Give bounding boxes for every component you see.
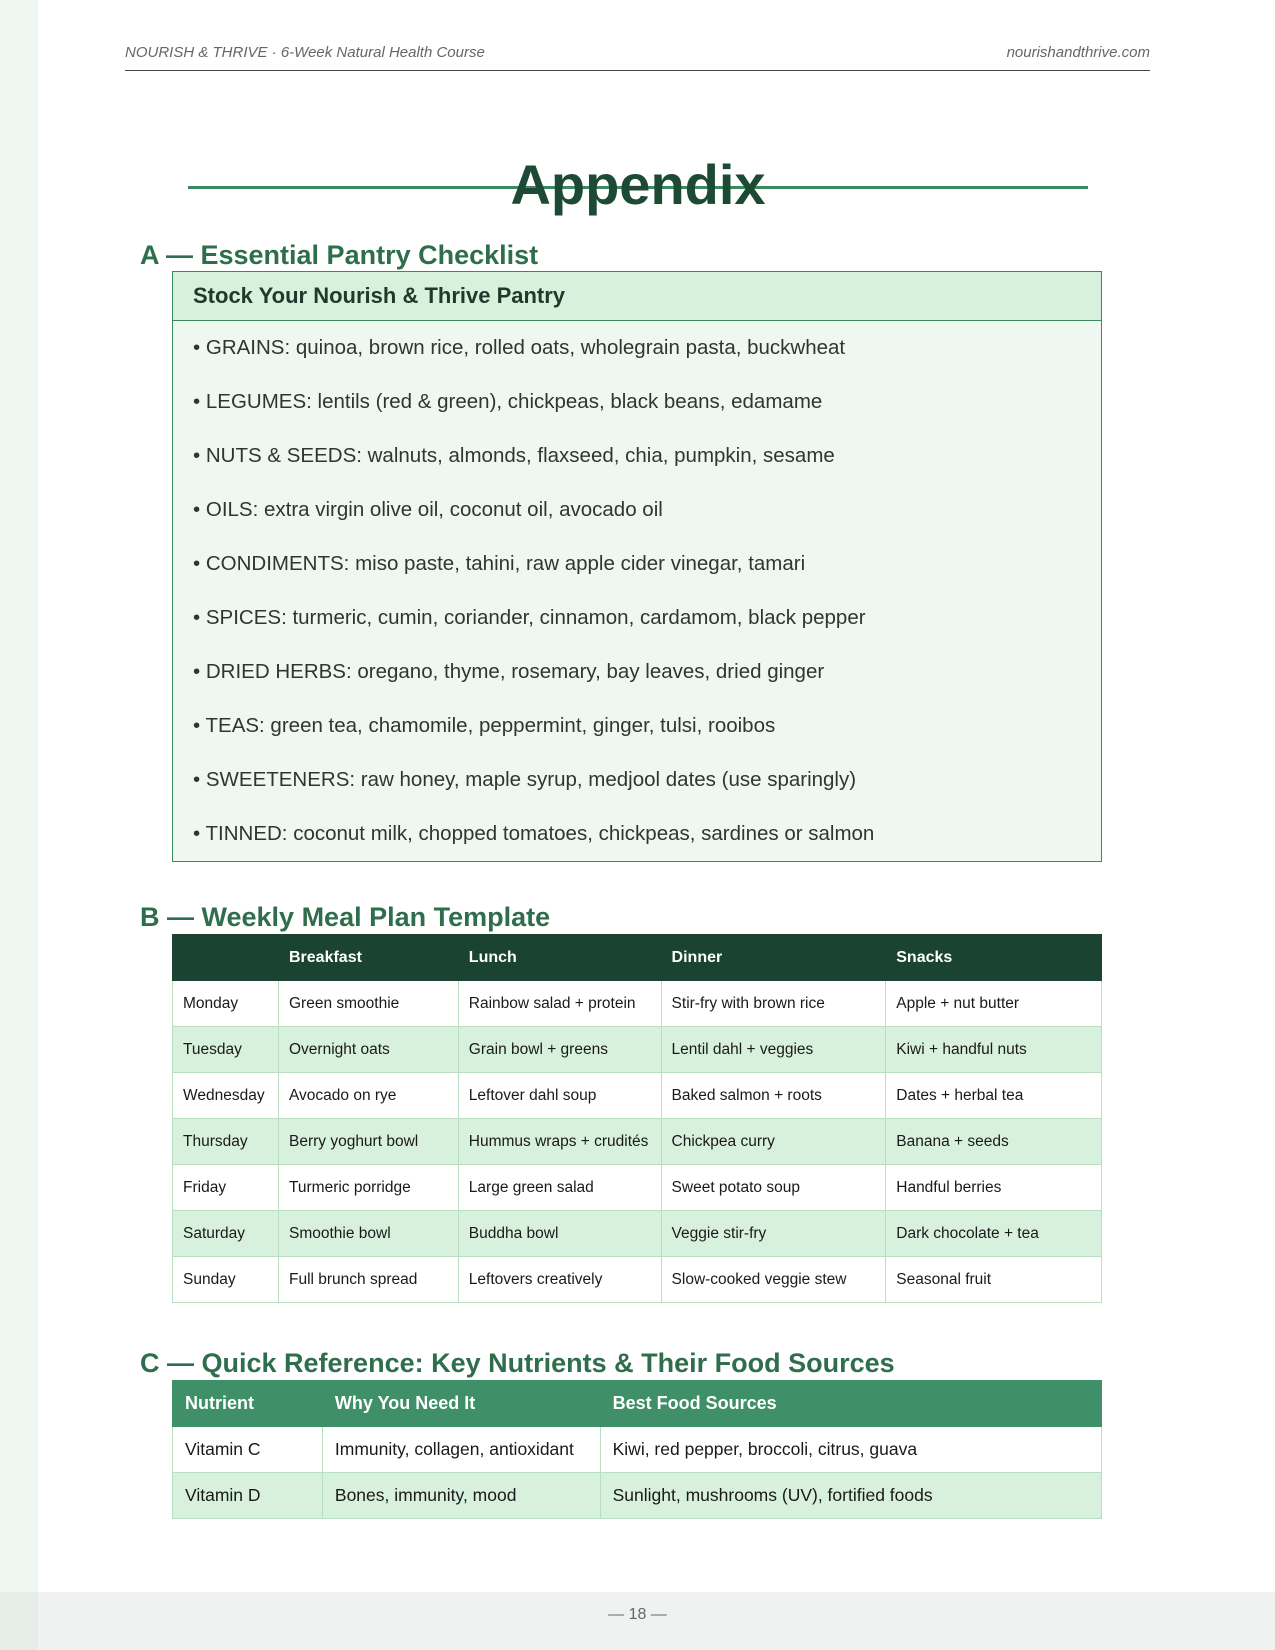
table-cell: Leftover dahl soup	[458, 1073, 661, 1119]
pantry-item: • NUTS & SEEDS: walnuts, almonds, flaxseed, chia, pumpkin, sesame	[193, 444, 835, 467]
table-cell: Kiwi + handful nuts	[886, 1027, 1102, 1073]
table-row	[173, 1165, 1102, 1211]
table-cell: Hummus wraps + crudités	[458, 1119, 661, 1165]
table-row	[173, 981, 1102, 1027]
pantry-checklist-box	[172, 271, 1102, 862]
table-cell: Banana + seeds	[886, 1119, 1102, 1165]
section-b-heading: B — Weekly Meal Plan Template	[140, 902, 551, 932]
page-title-block	[188, 150, 1088, 220]
table-cell: Apple + nut butter	[886, 981, 1102, 1027]
table-cell: Immunity, collagen, antioxidant	[322, 1427, 600, 1473]
table-cell: Sweet potato soup	[661, 1165, 886, 1211]
table-cell: Avocado on rye	[278, 1073, 458, 1119]
section-a-heading: A — Essential Pantry Checklist	[140, 240, 539, 270]
table-cell: Slow-cooked veggie stew	[661, 1257, 886, 1303]
table-cell: Turmeric porridge	[278, 1165, 458, 1211]
day-cell: Thursday	[173, 1119, 279, 1165]
pantry-box-title: Stock Your Nourish & Thrive Pantry	[173, 272, 1101, 321]
pantry-item: • TEAS: green tea, chamomile, peppermint, ginger, tulsi, rooibos	[193, 714, 776, 737]
table-cell: Grain bowl + greens	[458, 1027, 661, 1073]
pantry-item: • TINNED: coconut milk, chopped tomatoes, chickpeas, sardines or salmon	[193, 822, 875, 845]
pantry-item: • DRIED HERBS: oregano, thyme, rosemary, bay leaves, dried ginger	[193, 660, 825, 683]
table-cell: Veggie stir-fry	[661, 1211, 886, 1257]
section-c-heading: C — Quick Reference: Key Nutrients & Their Food Sources	[140, 1348, 895, 1378]
column-header: Snacks	[886, 935, 1102, 981]
table-cell: Buddha bowl	[458, 1211, 661, 1257]
table-cell: Dark chocolate + tea	[886, 1211, 1102, 1257]
column-header: Why You Need It	[322, 1381, 600, 1427]
nutrient-cell: Vitamin C	[173, 1427, 323, 1473]
day-cell: Saturday	[173, 1211, 279, 1257]
column-header: Best Food Sources	[600, 1381, 1101, 1427]
table-cell: Bones, immunity, mood	[322, 1473, 600, 1519]
header-course-title: NOURISH & THRIVE · 6-Week Natural Health Course	[125, 44, 485, 61]
table-cell: Leftovers creatively	[458, 1257, 661, 1303]
table-cell: Stir-fry with brown rice	[661, 981, 886, 1027]
table-cell: Kiwi, red pepper, broccoli, citrus, guava	[600, 1427, 1101, 1473]
page-number: — 18 —	[608, 1606, 667, 1623]
day-cell: Friday	[173, 1165, 279, 1211]
pantry-item: • LEGUMES: lentils (red & green), chickpeas, black beans, edamame	[193, 390, 823, 413]
table-cell: Green smoothie	[278, 981, 458, 1027]
column-header: Dinner	[661, 935, 886, 981]
nutrient-cell: Vitamin D	[173, 1473, 323, 1519]
day-cell: Sunday	[173, 1257, 279, 1303]
table-header-row	[173, 1381, 1102, 1427]
table-cell: Seasonal fruit	[886, 1257, 1102, 1303]
table-row	[173, 1211, 1102, 1257]
table-row	[173, 1119, 1102, 1165]
table-cell: Large green salad	[458, 1165, 661, 1211]
table-cell: Berry yoghurt bowl	[278, 1119, 458, 1165]
pantry-item: • GRAINS: quinoa, brown rice, rolled oats, wholegrain pasta, buckwheat	[193, 336, 846, 359]
column-header: Breakfast	[278, 935, 458, 981]
day-cell: Monday	[173, 981, 279, 1027]
table-cell: Dates + herbal tea	[886, 1073, 1102, 1119]
table-row	[173, 1427, 1102, 1473]
table-row	[173, 1257, 1102, 1303]
running-header	[125, 42, 1150, 71]
day-cell: Tuesday	[173, 1027, 279, 1073]
table-cell: Overnight oats	[278, 1027, 458, 1073]
column-header	[173, 935, 279, 981]
table-row	[173, 1073, 1102, 1119]
table-cell: Sunlight, mushrooms (UV), fortified foods	[600, 1473, 1101, 1519]
table-row	[173, 1473, 1102, 1519]
table-cell: Full brunch spread	[278, 1257, 458, 1303]
meal-plan-table	[172, 934, 1102, 1303]
table-cell: Handful berries	[886, 1165, 1102, 1211]
pantry-item: • CONDIMENTS: miso paste, tahini, raw apple cider vinegar, tamari	[193, 552, 806, 575]
table-cell: Lentil dahl + veggies	[661, 1027, 886, 1073]
table-cell: Chickpea curry	[661, 1119, 886, 1165]
table-cell: Smoothie bowl	[278, 1211, 458, 1257]
left-margin-strip	[0, 0, 38, 1650]
table-cell: Baked salmon + roots	[661, 1073, 886, 1119]
day-cell: Wednesday	[173, 1073, 279, 1119]
table-row	[173, 1027, 1102, 1073]
nutrient-reference-table	[172, 1380, 1102, 1519]
pantry-item: • OILS: extra virgin olive oil, coconut oil, avocado oil	[193, 498, 663, 521]
column-header: Lunch	[458, 935, 661, 981]
pantry-item: • SWEETENERS: raw honey, maple syrup, medjool dates (use sparingly)	[193, 768, 857, 791]
table-header-row	[173, 935, 1102, 981]
header-website: nourishandthrive.com	[1006, 44, 1150, 61]
table-cell: Rainbow salad + protein	[458, 981, 661, 1027]
pantry-item: • SPICES: turmeric, cumin, coriander, cinnamon, cardamom, black pepper	[193, 606, 866, 629]
column-header: Nutrient	[173, 1381, 323, 1427]
page-title: Appendix	[510, 153, 766, 216]
